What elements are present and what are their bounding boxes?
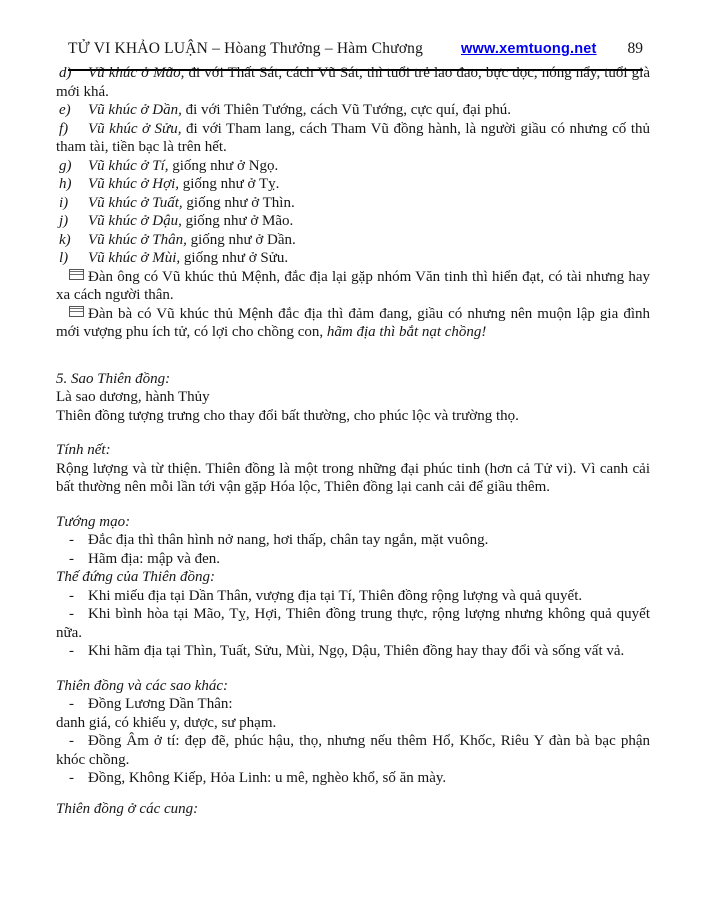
list-item — [56, 231, 650, 250]
emphasized-text: Tính nết: — [56, 442, 111, 458]
paragraph — [56, 388, 650, 407]
note-paragraph — [56, 305, 650, 342]
dash-item — [56, 642, 650, 661]
spacer — [56, 342, 650, 370]
body-text: giống như ở Tỵ. — [179, 176, 280, 192]
item-letter: j) — [59, 213, 69, 229]
dash-item — [56, 732, 650, 769]
dash-item — [56, 587, 650, 606]
item-letter: i) — [59, 194, 69, 211]
emphasized-text: Thiên đồng và các sao khác: — [56, 677, 229, 694]
list-item — [56, 101, 650, 120]
body-text: giống như ở Thìn. — [182, 194, 295, 211]
emphasized-text: Vũ khúc ở Tuất, — [88, 194, 183, 211]
page-number: 89 — [627, 40, 643, 57]
body-text: Rộng lượng và từ thiện. Thiên đồng là một trong những đại phúc tinh (hơn cả Tử vi). Vì canh cải bất thường nên mỗi lần tới vận gặp Hóa lộc, Thiên đồng lại canh cải để giầu thêm. — [56, 460, 650, 495]
body-text: Khi hãm địa tại Thìn, Tuất, Sửu, Mùi, Ngọ, Dậu, Thiên đồng hay thay đổi và sống vất vả. — [88, 643, 625, 659]
item-letter: h) — [59, 176, 72, 192]
body-text: Khi bình hòa tại Mão, Tỵ, Hợi, Thiên đồng trung thực, rộng lượng nhưng không quả quyết nữa. — [56, 606, 650, 641]
list-item — [56, 249, 650, 268]
list-item — [56, 64, 650, 101]
website-link[interactable]: www.xemtuong.net — [461, 41, 597, 57]
dash-bullet: - — [69, 733, 74, 749]
spacer — [56, 788, 650, 800]
dash-bullet: - — [69, 643, 74, 659]
section-heading — [56, 568, 650, 587]
list-item — [56, 120, 650, 157]
list-item — [56, 194, 650, 213]
body-text: Thiên đồng tượng trưng cho thay đổi bất thường, cho phúc lộc và trường thọ. — [56, 407, 519, 424]
body-text: giống như ở Mão. — [181, 213, 294, 229]
dash-bullet: - — [69, 550, 74, 567]
list-item — [56, 212, 650, 231]
emphasized-text: Vũ khúc ở Mão, — [88, 65, 185, 81]
note-paragraph — [56, 268, 650, 305]
dash-item — [56, 605, 650, 642]
note-icon — [69, 306, 84, 317]
item-letter: d) — [59, 65, 72, 81]
body-text: Là sao dương, hành Thủy — [56, 389, 210, 405]
body-text: giống như ở Dần. — [186, 231, 296, 248]
spacer — [56, 497, 650, 513]
emphasized-text: Vũ khúc ở Mùi, — [88, 250, 181, 266]
body-text: Đồng, Không Kiếp, Hỏa Linh: u mê, nghèo khổ, số ăn mày. — [88, 770, 447, 786]
dash-bullet: - — [69, 770, 74, 786]
body-text: giống như ở Ngọ. — [168, 157, 279, 174]
body-text: Đắc địa thì thân hình nở nang, hơi thấp, chân tay ngắn, mặt vuông. — [88, 532, 489, 548]
body-text: đi với Thiên Tướng, cách Vũ Tướng, cực quí, đại phú. — [181, 102, 511, 118]
document-body — [56, 64, 650, 818]
list-item — [56, 175, 650, 194]
emphasized-text: Vũ khúc ở Sửu, — [88, 120, 182, 137]
body-text: Đồng Âm ở tí: đẹp đẽ, phúc hậu, thọ, nhưng nếu thêm Hổ, Khốc, Riêu Y đàn bà bạc phận khóc chồng. — [56, 733, 650, 768]
paragraph — [56, 714, 650, 733]
item-letter: g) — [59, 157, 72, 174]
emphasized-text: 5. Sao Thiên đồng: — [56, 370, 171, 387]
body-text: Hãm địa: mập và đen. — [88, 550, 221, 567]
item-letter: k) — [59, 231, 71, 248]
body-text: Đàn bà có Vũ khúc thủ Mệnh đắc địa thì đảm đang, giầu có nhưng nên muộn lập gia đình mới vượng phu ích tử, có lợi cho chồng con, — [56, 305, 650, 340]
dash-bullet: - — [69, 696, 74, 712]
body-text: Đồng Lương Dần Thân: — [88, 696, 233, 712]
paragraph — [56, 407, 650, 426]
emphasized-text: Tướng mạo: — [56, 513, 131, 530]
body-text: danh giá, có khiếu y, dược, sư phạm. — [56, 714, 277, 731]
spacer — [56, 425, 650, 441]
body-text: Đàn ông có Vũ khúc thủ Mệnh, đắc địa lại gặp nhóm Văn tinh thì hiển đạt, có tài nhưng hay xa cách người thân. — [56, 268, 650, 303]
item-letter: e) — [59, 102, 71, 118]
section-heading — [56, 370, 650, 389]
dash-item — [56, 550, 650, 569]
body-text: Khi miếu địa tại Dần Thân, vượng địa tại Tí, Thiên đồng rộng lượng và quả quyết. — [88, 587, 583, 604]
body-text: đi với Tham lang, cách Tham Vũ đồng hành, là người giầu có nhưng cố thủ tham tài, tiền bạc là trên hết. — [56, 120, 650, 155]
emphasized-text: Vũ khúc ở Thân, — [88, 231, 187, 248]
paragraph — [56, 460, 650, 497]
dash-bullet: - — [69, 606, 74, 622]
section-heading — [56, 441, 650, 460]
body-text: đi với Thất Sát, cách Vũ Sát, thì tuổi trẻ lao đao, bực dọc, nóng nẩy, tuổi già mới khá. — [56, 65, 650, 100]
emphasized-text: Vũ khúc ở Hợi, — [88, 176, 179, 192]
header-title: TỬ VI KHẢO LUẬN – Hòang Thưởng – Hàm Chương — [68, 40, 424, 57]
section-heading — [56, 513, 650, 532]
emphasized-text: Vũ khúc ở Dần, — [88, 102, 182, 118]
item-letter: l) — [59, 250, 69, 266]
dash-item — [56, 695, 650, 714]
dash-bullet: - — [69, 587, 74, 604]
section-heading — [56, 677, 650, 696]
spacer — [56, 661, 650, 677]
emphasized-text: Vũ khúc ở Dậu, — [88, 213, 182, 229]
dash-item — [56, 769, 650, 788]
list-item — [56, 157, 650, 176]
emphasized-text: hãm địa thì bắt nạt chồng! — [326, 324, 487, 340]
note-icon — [69, 269, 84, 280]
item-letter: f) — [59, 120, 69, 137]
emphasized-text: Vũ khúc ở Tí, — [88, 157, 169, 174]
section-heading — [56, 800, 650, 819]
dash-item — [56, 531, 650, 550]
emphasized-text: Thiên đồng ở các cung: — [56, 800, 199, 817]
dash-bullet: - — [69, 532, 74, 548]
emphasized-text: Thế đứng của Thiên đồng: — [56, 569, 216, 585]
page-header — [68, 40, 643, 62]
body-text: giống như ở Sửu. — [180, 250, 289, 266]
